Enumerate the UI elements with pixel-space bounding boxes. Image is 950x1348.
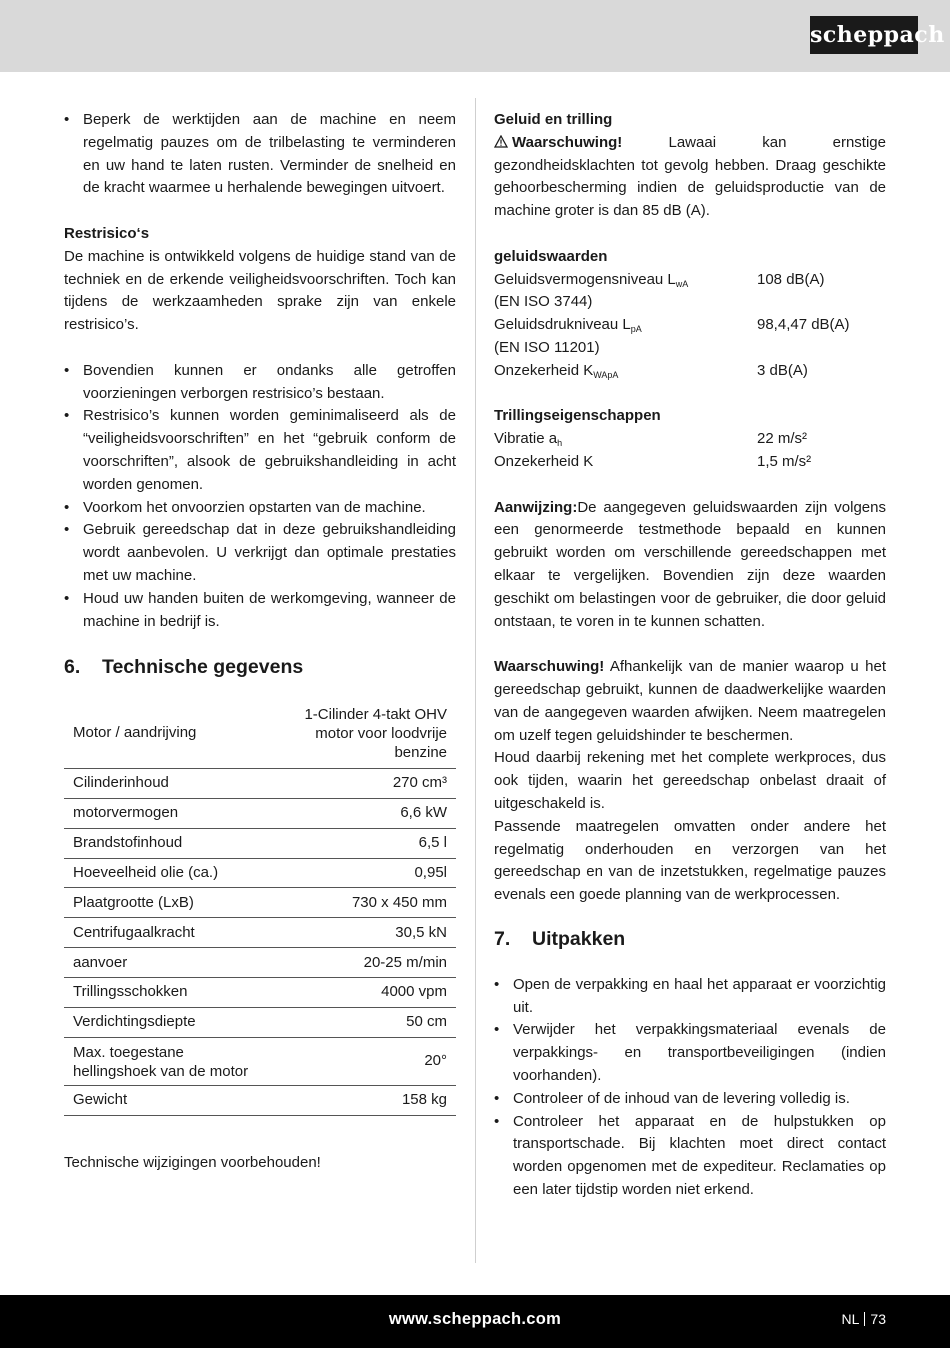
footer-bar bbox=[0, 1295, 950, 1348]
sound-label bbox=[494, 314, 757, 337]
section-title: Uitpakken bbox=[532, 927, 626, 950]
spec-value: 20-25 m/min bbox=[268, 948, 456, 978]
warning-label: Waarschuwing! bbox=[512, 133, 623, 151]
spec-label: Verdichtingsdiepte bbox=[64, 1008, 268, 1038]
spec-value: 6,5 l bbox=[268, 828, 456, 858]
list-item: • Restrisico’s kunnen worden geminimaliseerd als de “veiligheidsvoorschriften” en het “gebruik conform de voorschriften”, alsook de gebruikshandleiding in acht worden genomen. bbox=[64, 405, 456, 496]
list-item: • Controleer of de inhoud van de levering volledig is. bbox=[494, 1088, 886, 1111]
spec-label: Plaatgrootte (LxB) bbox=[64, 888, 268, 918]
label-sub: wA bbox=[675, 278, 689, 289]
spec-label: Max. toegestane hellingshoek van de motor bbox=[64, 1038, 268, 1086]
specs-table bbox=[64, 699, 456, 1116]
sound-value: 108 dB(A) bbox=[757, 270, 825, 288]
warning-triangle-icon bbox=[494, 135, 508, 148]
header-bar bbox=[0, 0, 950, 72]
spec-label: Cilinderinhoud bbox=[64, 768, 268, 798]
restrisico-heading: Restrisico‘s bbox=[64, 224, 150, 242]
sound-row-lwa bbox=[494, 269, 886, 292]
table-row bbox=[64, 828, 456, 858]
spec-label: Motor / aandrijving bbox=[64, 699, 268, 768]
warning-label: Waarschuwing! bbox=[494, 658, 605, 676]
spec-label: Brandstofinhoud bbox=[64, 828, 268, 858]
label-text: Geluidsdrukniveau L bbox=[494, 316, 631, 334]
left-column bbox=[64, 109, 456, 1175]
website-link[interactable]: www.scheppach.com bbox=[388, 1310, 562, 1328]
footnote: Technische wijzigingen voorbehouden! bbox=[64, 1154, 321, 1172]
table-row bbox=[64, 858, 456, 888]
unpack-list bbox=[494, 974, 886, 1202]
spec-value: 0,95l bbox=[268, 858, 456, 888]
list-item: • Houd uw handen buiten de werkomgeving, wanneer de machine in bedrijf is. bbox=[64, 588, 456, 634]
table-row bbox=[64, 918, 456, 948]
spec-label: Centrifugaalkracht bbox=[64, 918, 268, 948]
spec-label: Gewicht bbox=[64, 1086, 268, 1116]
table-row bbox=[64, 798, 456, 828]
section-number: 6. bbox=[64, 656, 81, 679]
table-row bbox=[64, 699, 456, 768]
spec-value: 1-Cilinder 4-takt OHV motor voor loodvrije benzine bbox=[268, 699, 456, 768]
warning2-paragraph-3: Passende maatregelen omvatten onder andere het regelmatig onderhouden en verzorgen van het gereedschap en van de inzetstukken, regelmatige pauzes evenals een goede planning van de werkprocessen. bbox=[494, 817, 886, 904]
note-label: Aanwijzing: bbox=[494, 498, 578, 516]
table-row bbox=[64, 1008, 456, 1038]
table-row bbox=[64, 768, 456, 798]
noise-warning bbox=[494, 132, 886, 223]
restrisico-list bbox=[64, 360, 456, 634]
restrisico-text: De machine is ontwikkeld volgens de huidige stand van de techniek en de erkende veiligheidsvoorschriften. Toch kan tijdens de werkzaamheden sprake zijn van enkele restrisico’s. bbox=[64, 247, 456, 334]
sound-value: 3 dB(A) bbox=[757, 361, 808, 379]
spec-value: 4000 vpm bbox=[268, 978, 456, 1008]
sound-norm: (EN ISO 3744) bbox=[494, 293, 593, 311]
vibration-label: Onzekerheid K bbox=[494, 452, 594, 470]
sound-norm: (EN ISO 11201) bbox=[494, 338, 600, 356]
table-row bbox=[64, 1038, 456, 1086]
sound-label bbox=[494, 269, 757, 292]
table-row bbox=[64, 978, 456, 1008]
warning-text: Lawaai kan ernstige gezondheidsklachten tot gevolg hebben. Draag geschikte gehoorbescherming indien de geluidsproductie van de machine groter is dan 85 dB (A). bbox=[494, 133, 886, 220]
page-indicator bbox=[842, 1295, 886, 1343]
warning2-paragraph-2: Houd daarbij rekening met het complete werkproces, dus ook tijden, waarin het gereedschap onbelast draait of uitgeschakeld is. bbox=[494, 749, 886, 812]
column-divider bbox=[475, 98, 476, 1263]
note-text: De aangegeven geluidswaarden zijn volgens een genormeerde testmethode bepaald en kunnen gebruikt worden om verschillende gereedschappen met elkaar te vergelijken. Bovendien zijn deze waarden geschikt om belastingen voor de gebruiker, die door geluid ontstaan, te voren in te kunnen schatten. bbox=[494, 498, 886, 630]
label-text: Vibratie a bbox=[494, 430, 558, 448]
label-sub: h bbox=[557, 438, 563, 449]
label-sub: WApA bbox=[593, 369, 619, 380]
spec-label: motorvermogen bbox=[64, 798, 268, 828]
spec-label: aanvoer bbox=[64, 948, 268, 978]
right-column bbox=[494, 109, 886, 1202]
separator bbox=[864, 1312, 865, 1326]
list-item: • Voorkom het onvoorzien opstarten van de machine. bbox=[64, 497, 456, 520]
warning-text: Afhankelijk van de manier waarop u het gereedschap gebruikt, kunnen de daadwerkelijke waarden van de aangegeven waarden afwijken. Neem maatregelen om uzelf tegen geluidshinder te beschermen. bbox=[494, 658, 886, 744]
sound-row-lpa bbox=[494, 314, 886, 337]
spec-value: 50 cm bbox=[268, 1008, 456, 1038]
sound-values-heading: geluidswaarden bbox=[494, 247, 608, 265]
page-number: 73 bbox=[870, 1311, 886, 1327]
list-item: • Gebruik gereedschap dat in deze gebruikshandleiding wordt aanbevolen. U verkrijgt dan optimale prestaties met uw machine. bbox=[64, 519, 456, 587]
spec-value: 6,6 kW bbox=[268, 798, 456, 828]
list-item: • Bovendien kunnen er ondanks alle getroffen voorzieningen verborgen restrisico’s bestaan. bbox=[64, 360, 456, 406]
vibration-value: 22 m/s² bbox=[757, 430, 808, 448]
label-sub: pA bbox=[630, 324, 642, 335]
spec-value: 270 cm³ bbox=[268, 768, 456, 798]
spec-label: Trillingsschokken bbox=[64, 978, 268, 1008]
vibration-row-k bbox=[494, 451, 886, 474]
section-number: 7. bbox=[494, 927, 511, 950]
note-paragraph bbox=[494, 497, 886, 634]
table-row bbox=[64, 888, 456, 918]
spec-value: 730 x 450 mm bbox=[268, 888, 456, 918]
section-6-heading bbox=[64, 654, 456, 680]
noise-heading: Geluid en trilling bbox=[494, 111, 613, 128]
table-row bbox=[64, 1086, 456, 1116]
label-text: Onzekerheid K bbox=[494, 361, 594, 379]
list-item: • Controleer het apparaat en de hulpstukken op transportschade. Bij klachten moet direct contact worden opgenomen met de expediteur. Reclamaties op een later tijdstip worden niet erkend. bbox=[494, 1111, 886, 1202]
list-item: • Verwijder het verpakkingsmateriaal evenals de verpakkings- en transportbeveiligingen (indien voorhanden). bbox=[494, 1019, 886, 1087]
vibration-label bbox=[494, 428, 757, 451]
language-code: NL bbox=[841, 1311, 860, 1327]
label-text: Geluidsvermogensniveau L bbox=[494, 270, 676, 288]
warning2-paragraph bbox=[494, 656, 886, 747]
scheppach-logo: scheppach bbox=[810, 16, 918, 54]
section-7-heading bbox=[494, 926, 886, 952]
vibration-heading: Trillingseigenschappen bbox=[494, 407, 661, 425]
section-title: Technische gegevens bbox=[102, 656, 304, 679]
list-item: • Beperk de werktijden aan de machine en neem regelmatig pauzes om de trilbelasting te verminderen en uw hand te laten rusten. Verminder de snelheid en de kracht waarmee u herhalende bewegingen uitvoert. bbox=[64, 109, 456, 200]
sound-value: 98,4,47 dB(A) bbox=[757, 316, 850, 334]
table-row bbox=[64, 948, 456, 978]
spec-label: Hoeveelheid olie (ca.) bbox=[64, 858, 268, 888]
spec-value: 158 kg bbox=[268, 1086, 456, 1116]
sound-label bbox=[494, 360, 757, 383]
sound-row-k bbox=[494, 360, 886, 383]
vibration-row-ah bbox=[494, 428, 886, 451]
spec-value: 20° bbox=[268, 1038, 456, 1086]
spec-value: 30,5 kN bbox=[268, 918, 456, 948]
list-item: • Open de verpakking en haal het apparaat er voorzichtig uit. bbox=[494, 974, 886, 1020]
vibration-value: 1,5 m/s² bbox=[757, 452, 812, 470]
intro-list bbox=[64, 109, 456, 200]
